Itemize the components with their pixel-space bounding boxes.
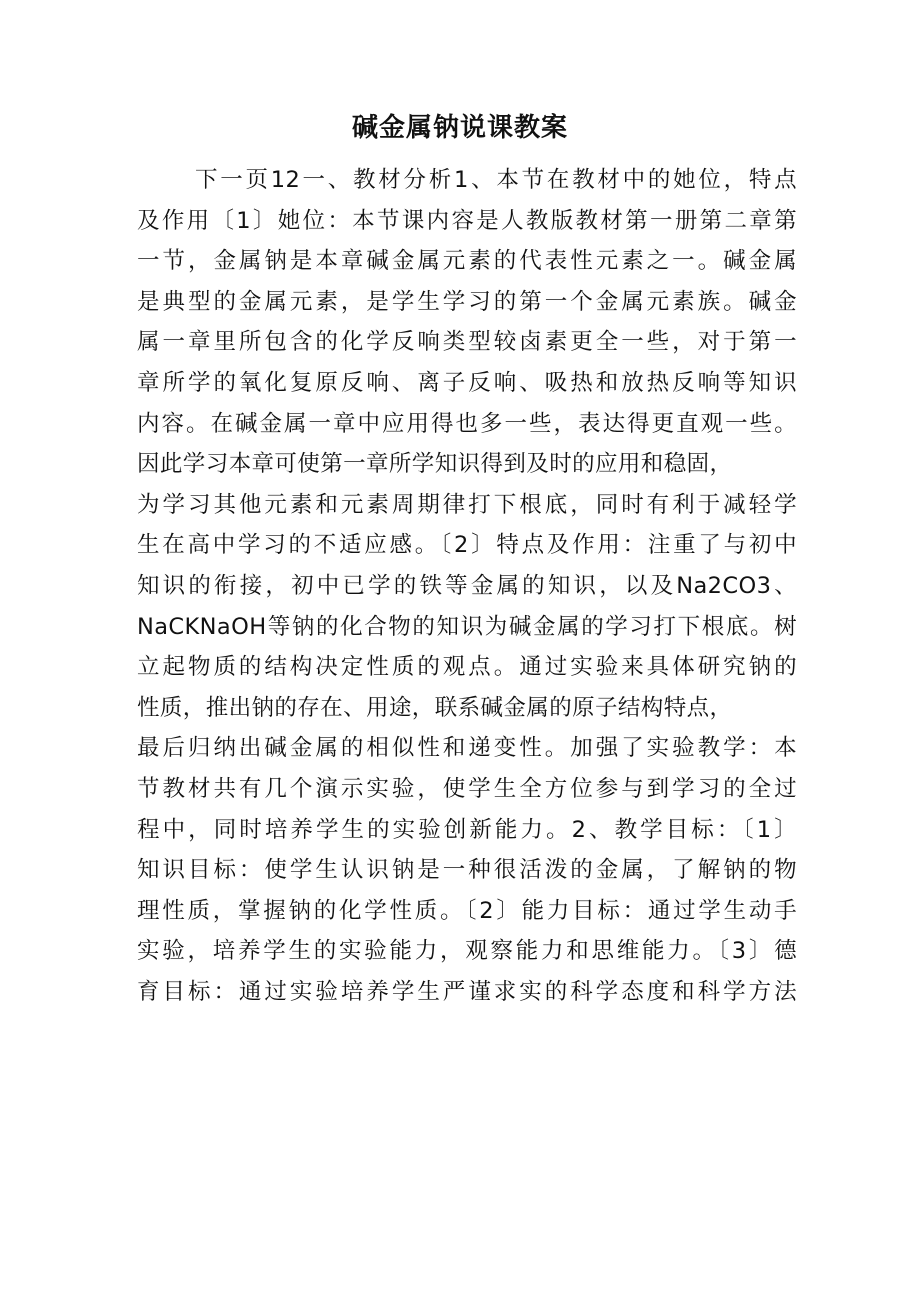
document-title: 碱金属钠说课教案 (351, 113, 568, 143)
body-line: 因此学习本章可使第一章所学知识得到及时的应用和稳固， (137, 451, 733, 478)
body-line: 及作用〔1〕她位：本节课内容是人教版教材第一册第二章第 (137, 207, 797, 234)
body-line: 知识目标：使学生认识钠是一种很活泼的金属，了解钠的物 (137, 857, 797, 884)
body-line: 育目标：通过实验培养学生严谨求实的科学态度和科学方法 (137, 978, 797, 1005)
body-line: 属一章里所包含的化学反响类型较卤素更全一些，对于第一 (137, 329, 797, 356)
body-line: 性质，推出钠的存在、用途，联系碱金属的原子结构特点， (137, 694, 733, 721)
document-body (137, 160, 797, 1012)
body-line: 为学习其他元素和元素周期律打下根底，同时有利于减轻学 (137, 491, 797, 518)
body-line: 章所学的氧化复原反响、离子反响、吸热和放热反响等知识 (137, 369, 797, 396)
body-line: 节教材共有几个演示实验，使学生全方位参与到学习的全过 (137, 775, 797, 802)
body-line: 知识的衔接，初中已学的铁等金属的知识，以及Na2CO3、 (137, 572, 797, 599)
body-line: 一节，金属钠是本章碱金属元素的代表性元素之一。碱金属 (137, 248, 797, 275)
body-line: NaCKNaOH等钠的化合物的知识为碱金属的学习打下根底。树 (137, 613, 797, 640)
body-line: 程中，同时培养学生的实验创新能力。2、教学目标：〔1〕 (137, 816, 797, 843)
body-line: 理性质，掌握钠的化学性质。〔2〕能力目标：通过学生动手 (137, 897, 797, 924)
body-line: 是典型的金属元素，是学生学习的第一个金属元素族。碱金 (137, 288, 797, 315)
body-line: 生在高中学习的不适应感。〔2〕特点及作用：注重了与初中 (137, 532, 797, 559)
body-line: 下一页12一、教材分析1、本节在教材中的她位，特点 (195, 167, 797, 193)
body-line: 内容。在碱金属一章中应用得也多一些，表达得更直观一些。 (137, 410, 797, 437)
body-line: 立起物质的结构决定性质的观点。通过实验来具体研究钠的 (137, 654, 797, 681)
body-line: 实验，培养学生的实验能力，观察能力和思维能力。〔3〕德 (137, 938, 797, 965)
body-line: 最后归纳出碱金属的相似性和递变性。加强了实验教学：本 (137, 735, 797, 762)
